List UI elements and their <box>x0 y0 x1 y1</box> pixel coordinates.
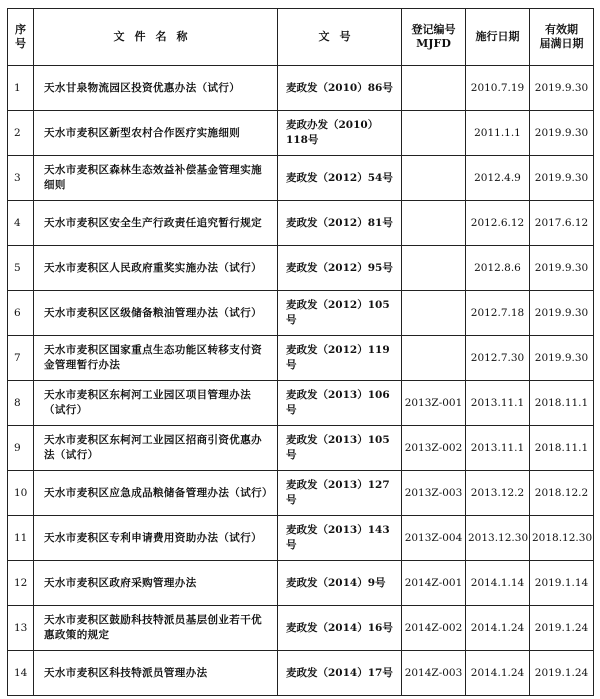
row-impl-date: 2012.8.6 <box>466 246 530 291</box>
row-seq: 3 <box>8 156 34 201</box>
row-reg-no <box>402 201 466 246</box>
row-expiry-date: 2018.12.2 <box>530 471 594 516</box>
row-expiry-date: 2019.9.30 <box>530 66 594 111</box>
row-reg-no: 2014Z-002 <box>402 606 466 651</box>
row-seq: 7 <box>8 336 34 381</box>
row-doc-no: 麦政发（2013）127号 <box>278 471 402 516</box>
row-impl-date: 2013.12.30 <box>466 516 530 561</box>
row-impl-date: 2013.11.1 <box>466 426 530 471</box>
row-doc-no: 麦政发（2010）86号 <box>278 66 402 111</box>
row-impl-date: 2013.11.1 <box>466 381 530 426</box>
table-row <box>8 381 594 426</box>
row-impl-date: 2013.12.2 <box>466 471 530 516</box>
table-row <box>8 471 594 516</box>
row-file-name: 天水市麦积区应急成品粮储备管理办法（试行） <box>34 471 278 516</box>
row-expiry-date: 2019.1.14 <box>530 561 594 606</box>
row-reg-no <box>402 336 466 381</box>
row-seq: 14 <box>8 651 34 696</box>
table-row <box>8 561 594 606</box>
row-impl-date: 2014.1.14 <box>466 561 530 606</box>
row-reg-no: 2014Z-001 <box>402 561 466 606</box>
row-doc-no: 麦政发（2012）95号 <box>278 246 402 291</box>
row-file-name: 天水甘泉物流园区投资优惠办法（试行） <box>34 66 278 111</box>
document-list-table <box>7 8 594 696</box>
row-doc-no: 麦政发（2013）143号 <box>278 516 402 561</box>
row-expiry-date: 2019.9.30 <box>530 111 594 156</box>
row-seq: 8 <box>8 381 34 426</box>
row-reg-no <box>402 291 466 336</box>
row-reg-no <box>402 246 466 291</box>
row-expiry-date: 2019.9.30 <box>530 336 594 381</box>
row-reg-no: 2013Z-001 <box>402 381 466 426</box>
row-reg-no: 2013Z-002 <box>402 426 466 471</box>
row-doc-no: 麦政发（2013）105号 <box>278 426 402 471</box>
row-seq: 5 <box>8 246 34 291</box>
row-doc-no: 麦政办发（2010）118号 <box>278 111 402 156</box>
table-row <box>8 606 594 651</box>
row-impl-date: 2012.7.30 <box>466 336 530 381</box>
row-file-name: 天水市麦积区国家重点生态功能区转移支付资金管理暂行办法 <box>34 336 278 381</box>
row-seq: 1 <box>8 66 34 111</box>
row-doc-no: 麦政发（2014）16号 <box>278 606 402 651</box>
row-file-name: 天水市麦积区安全生产行政责任追究暂行规定 <box>34 201 278 246</box>
row-reg-no <box>402 156 466 201</box>
row-doc-no: 麦政发（2012）81号 <box>278 201 402 246</box>
row-expiry-date: 2018.11.1 <box>530 426 594 471</box>
row-reg-no: 2014Z-003 <box>402 651 466 696</box>
row-file-name: 天水市麦积区科技特派员管理办法 <box>34 651 278 696</box>
table-row <box>8 426 594 471</box>
row-seq: 11 <box>8 516 34 561</box>
row-reg-no: 2013Z-004 <box>402 516 466 561</box>
row-expiry-date: 2019.9.30 <box>530 246 594 291</box>
row-expiry-date: 2018.11.1 <box>530 381 594 426</box>
row-doc-no: 麦政发（2012）54号 <box>278 156 402 201</box>
row-seq: 6 <box>8 291 34 336</box>
row-file-name: 天水市麦积区区级储备粮油管理办法（试行） <box>34 291 278 336</box>
table-row <box>8 201 594 246</box>
row-reg-no: 2013Z-003 <box>402 471 466 516</box>
table-row <box>8 651 594 696</box>
row-doc-no: 麦政发（2013）106号 <box>278 381 402 426</box>
row-file-name: 天水市麦积区森林生态效益补偿基金管理实施细则 <box>34 156 278 201</box>
row-impl-date: 2012.7.18 <box>466 291 530 336</box>
row-doc-no: 麦政发（2012）119号 <box>278 336 402 381</box>
row-seq: 2 <box>8 111 34 156</box>
table-row <box>8 111 594 156</box>
row-expiry-date: 2019.9.30 <box>530 156 594 201</box>
row-file-name: 天水市麦积区东柯河工业园区招商引资优惠办法（试行） <box>34 426 278 471</box>
row-expiry-date: 2017.6.12 <box>530 201 594 246</box>
row-seq: 10 <box>8 471 34 516</box>
row-seq: 9 <box>8 426 34 471</box>
table-row <box>8 516 594 561</box>
table-row <box>8 246 594 291</box>
table-row <box>8 156 594 201</box>
row-impl-date: 2014.1.24 <box>466 651 530 696</box>
row-file-name: 天水市麦积区东柯河工业园区项目管理办法（试行） <box>34 381 278 426</box>
row-doc-no: 麦政发（2014）17号 <box>278 651 402 696</box>
table-row <box>8 336 594 381</box>
row-expiry-date: 2019.9.30 <box>530 291 594 336</box>
table-row <box>8 291 594 336</box>
table-row <box>8 66 594 111</box>
row-expiry-date: 2019.1.24 <box>530 606 594 651</box>
header-reg: 登记编号 MJFD <box>402 9 466 66</box>
row-impl-date: 2011.1.1 <box>466 111 530 156</box>
header-name: 文件名称 <box>34 9 278 66</box>
row-seq: 13 <box>8 606 34 651</box>
row-seq: 12 <box>8 561 34 606</box>
row-expiry-date: 2019.1.24 <box>530 651 594 696</box>
header-row <box>8 9 594 66</box>
row-file-name: 天水市麦积区鼓励科技特派员基层创业若干优惠政策的规定 <box>34 606 278 651</box>
header-doc-no: 文号 <box>278 9 402 66</box>
row-doc-no: 麦政发（2014）9号 <box>278 561 402 606</box>
row-seq: 4 <box>8 201 34 246</box>
row-file-name: 天水市麦积区政府采购管理办法 <box>34 561 278 606</box>
row-reg-no <box>402 66 466 111</box>
row-impl-date: 2010.7.19 <box>466 66 530 111</box>
header-seq: 序 号 <box>8 9 34 66</box>
row-impl-date: 2014.1.24 <box>466 606 530 651</box>
row-doc-no: 麦政发（2012）105号 <box>278 291 402 336</box>
row-impl-date: 2012.6.12 <box>466 201 530 246</box>
row-reg-no <box>402 111 466 156</box>
row-file-name: 天水市麦积区新型农村合作医疗实施细则 <box>34 111 278 156</box>
row-expiry-date: 2018.12.30 <box>530 516 594 561</box>
row-file-name: 天水市麦积区专利申请费用资助办法（试行） <box>34 516 278 561</box>
row-file-name: 天水市麦积区人民政府重奖实施办法（试行） <box>34 246 278 291</box>
header-impl-date: 施行日期 <box>466 9 530 66</box>
row-impl-date: 2012.4.9 <box>466 156 530 201</box>
header-expiry: 有效期 届满日期 <box>530 9 594 66</box>
